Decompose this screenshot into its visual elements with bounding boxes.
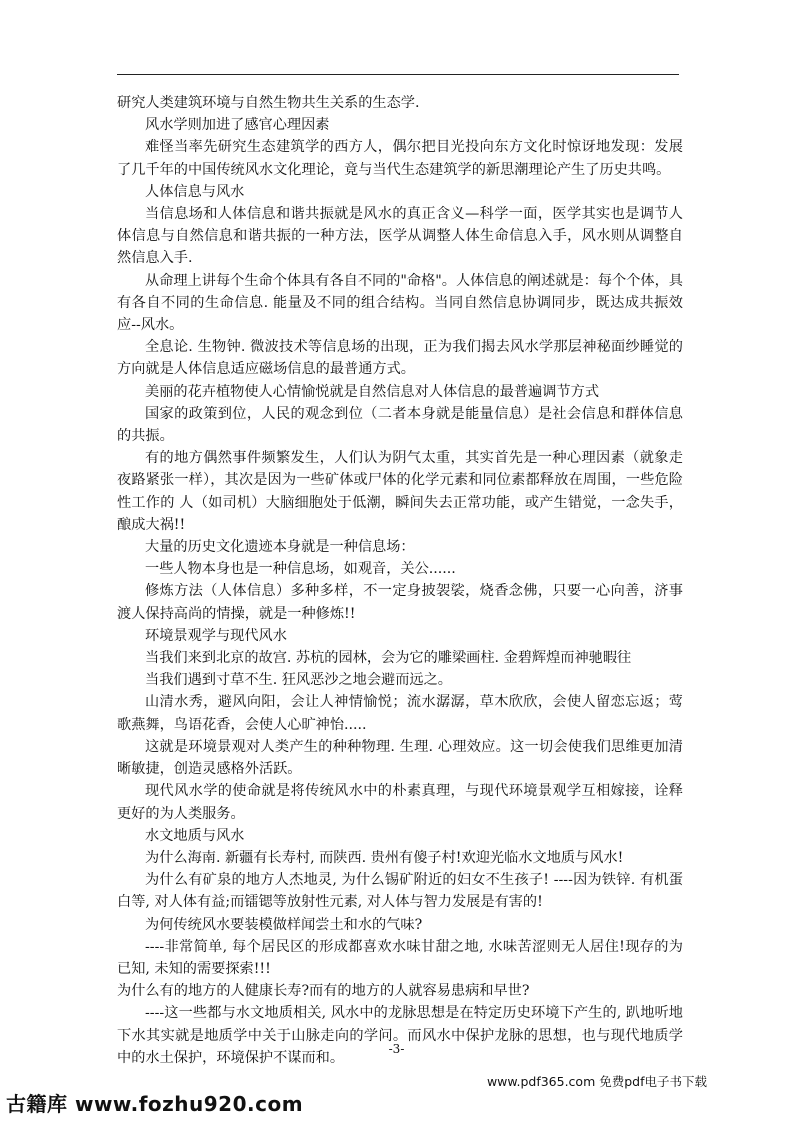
paragraph: 全息论. 生物钟. 微波技术等信息场的出现，正为我们揭去风水学那层神秘面纱睡觉的方向就是人体信息适应磁场信息的最普通方式。	[117, 339, 683, 378]
paragraph: 水文地质与风水	[145, 827, 245, 844]
paragraph: 山清水秀，避风向阳，会让人神情愉悦；流水潺潺，草木欣欣，会使人留恋忘返；莺歌燕舞，鸟语花香，会使人心旷神怡.....	[117, 694, 683, 733]
paragraph: 为何传统风水要装模做样闻尝土和水的气味?	[145, 916, 423, 933]
paragraph: ----非常简单, 每个居民区的形成都喜欢水味甘甜之地, 水味苦涩则无人居住!现存的为已知, 未知的需要探索!!!	[117, 938, 683, 977]
paragraph: 当我们来到北京的故宫. 苏杭的园林，会为它的雕梁画柱. 金碧辉煌而神驰暇往	[145, 650, 632, 667]
paragraph: 为什么海南. 新疆有长寿村, 而陕西. 贵州有傻子村!欢迎光临水文地质与风水!	[145, 849, 624, 866]
paragraph: ----这一些都与水文地质相关, 风水中的龙脉思想是在特定历史环境下产生的, 趴地听地下水其实就是地质学中关于山脉走向的学问。而风水中保护龙脉的思想，也与现代地质学中的水土保护，环境保护不谋而和。	[117, 1005, 683, 1066]
paragraph: 修炼方法（人体信息）多种多样，不一定身披袈裟，烧香念佛，只要一心向善，济事渡人保持高尚的情操，就是一种修炼!!	[117, 583, 683, 622]
paragraph: 研究人类建筑环境与自然生物共生关系的生态学.	[117, 95, 420, 111]
paragraph: 为什么有矿泉的地方人杰地灵, 为什么锡矿附近的妇女不生孩子! ----因为铁锌. 有机蛋白等, 对人体有益;而镭锶等放射性元素, 对人体与智力发展是有害的!	[117, 872, 683, 911]
paragraph: 有的地方偶然事件频繁发生，人们认为阴气太重，其实首先是一种心理因素（就象走夜路紧张一样），其次是因为一些矿体或尸体的化学元素和同位素都释放在周围，一些危险性工作的 人（如司机）大脑细胞处于低潮，瞬间失去正常功能，或产生错觉，一念失手，酿成大祸!!	[117, 450, 683, 533]
paragraph: 人体信息与风水	[145, 183, 245, 200]
paragraph: 美丽的花卉植物使人心情愉悦就是自然信息对人体信息的最普遍调节方式	[145, 383, 600, 400]
paragraph: 环境景观学与现代风水	[145, 627, 287, 644]
footer-site-logo-text: 古籍库 www.fozhu920.com	[6, 1092, 304, 1116]
paragraph: 难怪当率先研究生态建筑学的西方人，偶尔把目光投向东方文化时惊讶地发现：发展了几千年的中国传统风水文化理论，竟与当代生态建筑学的新思潮理论产生了历史共鸣。	[117, 139, 683, 178]
paragraph: 风水学则加进了感官心理因素	[145, 117, 330, 134]
page-body	[117, 92, 683, 1069]
footer-download-text: www.pdf365.com 免费pdf电子书下载	[486, 1074, 707, 1089]
page-number: -3-	[388, 1042, 405, 1056]
paragraph: 这就是环境景观对人类产生的种种物理. 生理. 心理效应。这一切会使我们思维更加清晰敏捷，创造灵感格外活跃。	[117, 738, 683, 778]
paragraph: 为什么有的地方的人健康长寿?而有的地方的人就容易患病和早世?	[117, 983, 530, 1000]
paragraph: 大量的历史文化遗迹本身就是一种信息场：	[145, 539, 415, 556]
paragraph: 一些人物本身也是一种信息场，如观音，关公......	[145, 561, 456, 578]
paragraph: 当我们遇到寸草不生. 狂风恶沙之地会避而远之。	[145, 672, 452, 689]
paragraph: 现代风水学的使命就是将传统风水中的朴素真理，与现代环境景观学互相嫁接，诠释更好的为人类服务。	[117, 783, 683, 822]
header-rule	[117, 74, 679, 75]
paragraph: 国家的政策到位，人民的观念到位（二者本身就是能量信息）是社会信息和群体信息的共振。	[117, 405, 683, 445]
paragraph: 当信息场和人体信息和谐共振就是风水的真正含义—科学一面，医学其实也是调节人体信息与自然信息和谐共振的一种方法，医学从调整人体生命信息入手，风水则从调整自然信息入手.	[117, 206, 683, 267]
paragraph: 从命理上讲每个生命个体具有各自不同的"命格"。人体信息的阐述就是：每个个体，具有各自不同的生命信息. 能量及不同的组合结构。当同自然信息协调同步，既达成共振效应--风水。	[117, 272, 683, 334]
